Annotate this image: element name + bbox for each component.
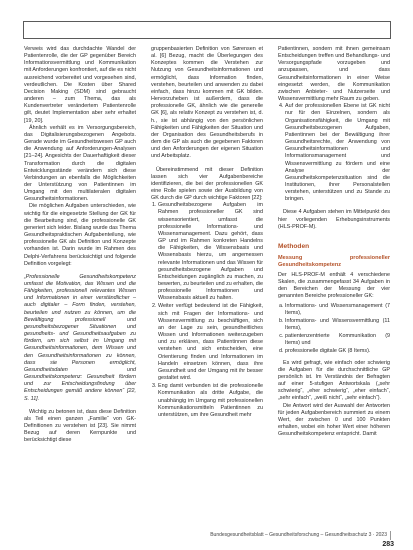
list-item: b. Informations- und Wissensvermittlung (11 Items), [285,318,390,332]
text-column-2 [151,46,263,420]
paragraph: gruppenbasierten Definition von Sørensen et al. [6] Bezug, macht die Überlegungen des Konzeptes kommen die Verstehen zur Nutzung von Gesundheitsinformationen und ermöglicht, dass Information finden, verstehen, beurteilen und anwenden zu dabei einfach, dass hinzu kommen mit GK bilden. Hervorzuheben ist außerdem, dass die professionelle GK, ähnlich wie die generelle GK [6], als relativ Konzept zu verstehen ist, d. h., sie ist abhängig von den persönlichen Fähigkeiten und Fähigkeiten der Situation und der Organisation des Gesundheitsberufs in dem die GP als auch die gegebenen Faktoren und den Anforderungen der eigenen Situation und Arbeitsplatz. [151,46,263,160]
paragraph: Patientinnen, sondern mit ihnen gemeinsam Entscheidungen treffen und Behandlungs- und Versorgungspfade vorzugeben und anzupassen, und dass Gesundheitsinformationen in einer Weise eingesetzt werden, die Kommunikation zwischen Anbieter- und Nutzerseite und Wissensvermittlung mehr Raum zu geben. [278,46,390,103]
text-column-1 [24,46,136,444]
header-frame [23,21,391,39]
text-column-3 [278,46,390,438]
journal-citation: Bundesgesundheitsblatt – Gesundheitsforschung – Gesundheitsschutz 3 · 2023 [210,532,387,538]
paragraph: Der HLS-PROF-M enthält 4 verschiedene Skalen, die zusammengefasst 34 Aufgaben in den Bereichen der Messung der vier genannten Bereiche professioneller GK: [278,271,390,300]
task-list [151,202,263,419]
list-item: 2. Weiter verfügt bedeutend ist die Fähigkeit, sich mit Fragen der Informations- und Wissensvermittlung zu beschäftigen, sich an der Lage zu sein, gesundheitliches Wissen und Informationen weiterzugeben und zu erklären, dass Patientinnen diese verstehen und sich entscheiden, eine Orientierung finden und Informationen im Handeln einsetzen können, dass ihre Gesundheit und der Umgang mit ihr besser gestaltet wird. [158,303,263,382]
paragraph: Wichtig zu betonen ist, dass diese Definition als Teil einen ganzen „Familie“ von GK-Definitionen zu verstehen ist [23]. Sie nimmt Bezug auf deren Kernpunkte und berücksichtigt diese [24,408,136,444]
list-item: c. patientenzentrierte Kommunikation (9 Items) und [285,333,390,347]
paragraph: Diese 4 Aufgaben stehen im Mittelpunkt des hier vorliegenden Erhebungsinstruments (HLS-PROF-M). [278,209,390,230]
section-heading: Methoden [278,242,310,250]
definition-quote: „Professionelle Gesundheitskompetenz umfasst die Motivation, das Wissen und die Fähigkeiten, professionell relevantes Wissen und Informationen in einer verständlicher – auch digitaler – Form finden, verstehen, beurteilen und nutzen zu können, um die Bewältigung professionell und gesundheitsbezogener Situationen und gesundheits- und Gesundheitsaufgaben zu fördern, um sich selbst im Umgang mit Gesundheitsinformationen, dem Wissen und den Gesundheitsinformationen zu können, dass sie Personen ermöglicht, Gesundheitsdaten und Gesundheitskompetenz: Gesundheit fördern und zur Entscheidungsfindung über Entscheidungen gemäß andere können“ [22, S. 11]. [24,273,136,402]
page-footer [200,531,394,548]
list-item: 1. Gesundheitsbezogene Aufgaben im Rahmen professioneller GK sind wissensorientiert, umfasst die professionelle Informations- und Wissensmanagement. Dazu gehört, dass GP und im Rahmen konkreten Handelns die Fähigkeiten, die Wissensbasis und Wissensbasis hierzu, um angemessen relevante Informationen und das Wissen für gesundheitsbezogene Aufgaben und Entscheidungen zugänglich zu machen, zu bewerten, zu beurteilen und zu erhalten, die professionelle Informationen und Wissensbasis aktuell zu halten. [158,202,263,302]
page-number: 283 [382,541,394,548]
footer-divider [390,531,391,540]
list-item: a. Informations- und Wissensmanagement (7 Items), [285,303,390,317]
task-list-continued [278,103,390,203]
list-item: 4. Auf der professionellen Ebene ist GK nicht nur für den Einzelnen, sondern als Organisationsfähigkeit, die Umgang mit Gesundheitsbezogenen Aufgaben, Patientinnen bei der Bewältigung ihrer Gesundheitsrechte, der Anwendung von Gesundheitsinformationen und Informationsmanagement und Wissensvermittlung zu fördern und eine Analyse der Gesundheitskompetenzsituation sind die Institutionen, ihrer Personalstellen verstehen, unterstützen und zu Stande zu bringen. [285,103,390,203]
paragraph: Es wird gefragt, wie einfach oder schwierig die Aufgaben für die durchschnittliche GP persönlich ist. Im Verständnis der Befragten auf einer 5-stufigen Antwortskala („sehr schwierig“, „eher schwierig“, „eher einfach“, „sehr einfach“, „weiß nicht“, „sehr einfach“). [278,359,390,402]
scale-list [278,303,390,356]
paragraph: Die möglichen Aufgaben unterschieden, wie wichtig für die eingesetzte Stellung der GK für die Bearbeitung sind, die professionelle GK generiert sich leider. Bislang wurde das Thema Gesundheitspraktischen Aufgabenteilung, wie professionelle GK als Definition und Konzepte vorhanden ist. Darin wurde im Rahmen des Delphi-Verfahrens berücksichtigt und folgende Definition vorgelegt: [24,203,136,267]
list-item: 3. Eng damit verbunden ist die professionelle Kommunikation als dritte Aufgabe, die unabhängig im Umgang mit professionellen Kommunikationsmitteln Patientinnen zu unterstützen, um ihre Gesundheit mehr [158,383,263,419]
paragraph: Übereinstimmend mit dieser Definition lassen sich vier Aufgabenbereiche identifizieren, die bei der professionellen GK eine Rolle spielen sowie der Ausbildung von GK durch die GP durch wichtige Faktoren [22]: [151,166,263,202]
list-item: d. professionelle digitale GK (8 Items). [285,348,390,355]
paragraph: Verweis wird das durchdachte Wandel der Patientenrolle, die der GP gegenüber Bereich Informationsvermittlung und Kommunikation mit Anforderungen konfrontiert, auf die es nicht ausreichend vorbereitet und vorgesehen sind, verdeutlichen. Die Kosten über Shared Decision Making (SDM) sind gebraucht anderen – zum Thema, das als Kundenvertreter verändertem Patientenrolle gilt, deutet Implementation aber sehr erhaltet [19, 20]. [24,46,136,124]
paragraph: Ähnlich verhält es im Versorgungsbereich, das Digitalisierungsbezogenen Angebots. Gerade wurde im Gesundheitswesen GP auch die Anwendung auf Anforderungen-Analysen [21–24]. Angesichts der Dauerhaftigkeit dieser Transformation durch die digitalen Entwicklungsstände verändern sich diese Verbindungen an ebenfalls die Möglichkeiten der Unterstützung von Patientinnen im Umgang mit den multilateralen digitalen Gesundheitsinformationen. [24,124,136,203]
subsection-heading: Messung professioneller Gesundheitskompetenz [278,254,390,268]
paragraph: Die Antwort wird der Auswahl der Antworten für jeden Aufgabenbereich summiert zu einem Wert, der zwischen 0 und 100 Punkten erhalten, wobei ein hoher Wert einer höheren Gesundheitskompetenz entspricht. Damit [278,402,390,438]
